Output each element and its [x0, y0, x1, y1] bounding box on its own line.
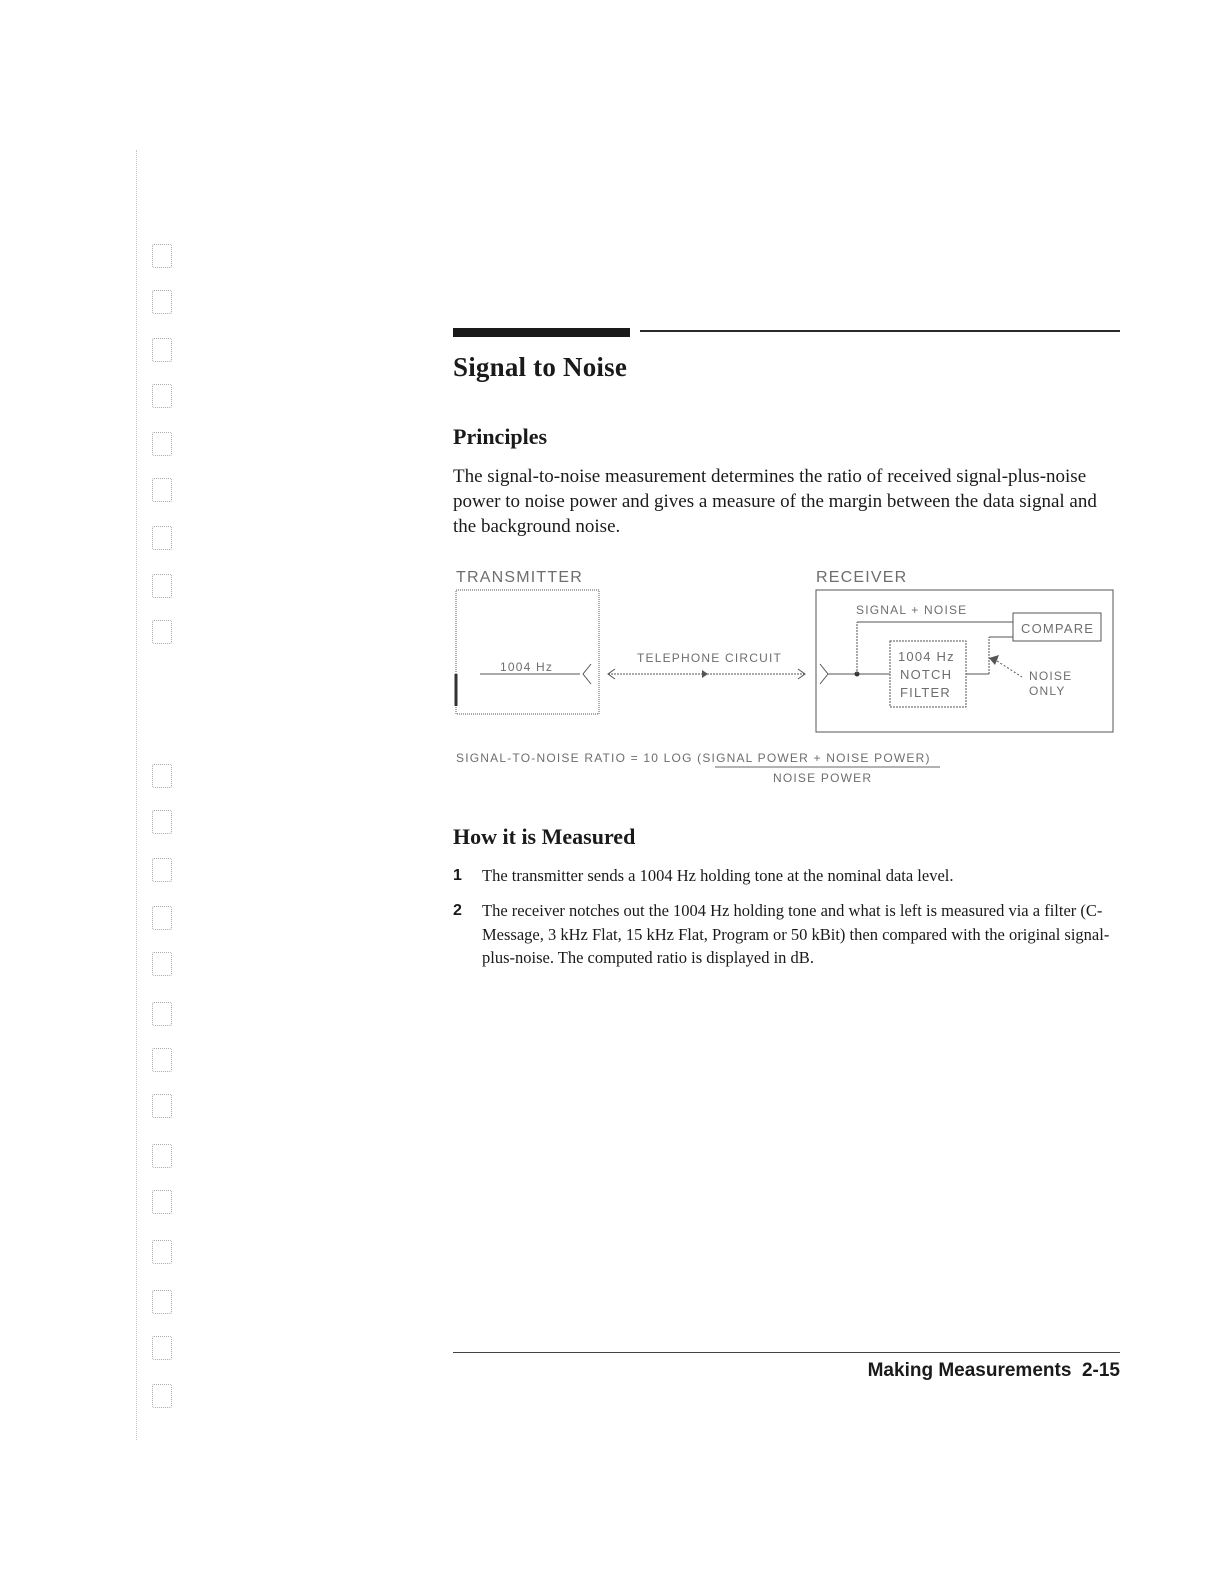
noise-callout-arrowhead [989, 655, 999, 665]
binder-hole [152, 1240, 172, 1264]
binder-hole [152, 574, 172, 598]
transmitter-box [456, 590, 599, 714]
diagram-drawing [440, 560, 1140, 790]
transmitter-output-chevron [583, 664, 591, 684]
footer-rule [453, 1352, 1120, 1353]
step-text: The transmitter sends a 1004 Hz holding tone at the nominal data level. [482, 866, 954, 885]
formula-text: SIGNAL-TO-NOISE RATIO = 10 LOG (SIGNAL POWER + NOISE POWER) [456, 751, 931, 765]
receiver-label: RECEIVER [816, 569, 908, 586]
binder-hole [152, 1048, 172, 1072]
step-text: The receiver notches out the 1004 Hz holding tone and what is left is measured via a filter (C-Message, 3 kHz Flat, 15 kHz Flat, Program or 50 kBit) then compared with the original signal-plus-noise. The computed ratio is displayed in dB. [482, 901, 1110, 967]
notch-line-1: 1004 Hz [898, 649, 955, 664]
compare-label: COMPARE [1021, 621, 1095, 636]
noise-only-line-1: NOISE [1029, 669, 1073, 683]
binder-edge-line [136, 150, 137, 1440]
binder-edge [132, 150, 182, 1440]
binder-hole [152, 1144, 172, 1168]
noise-callout-line [997, 661, 1022, 677]
binder-hole [152, 478, 172, 502]
binder-hole [152, 1002, 172, 1026]
header-rule-thick [453, 328, 630, 337]
binder-hole [152, 1336, 172, 1360]
noise-only-line-2: ONLY [1029, 684, 1066, 698]
notch-line-2: NOTCH [900, 667, 953, 682]
binder-hole [152, 384, 172, 408]
binder-hole [152, 1384, 172, 1408]
footer-section: Making Measurements [867, 1360, 1072, 1381]
binder-hole [152, 244, 172, 268]
principles-paragraph: The signal-to-noise measurement determines the ratio of received signal-plus-noise power to noise power and gives a measure of the margin between the data signal and the background noise. [453, 466, 1097, 537]
header-rule-thin [640, 330, 1120, 332]
binder-hole [152, 1190, 172, 1214]
binder-hole [152, 620, 172, 644]
principles-heading: Principles [453, 424, 548, 449]
step-number: 2 [453, 902, 462, 919]
binder-hole [152, 764, 172, 788]
signal-noise-label: SIGNAL + NOISE [856, 603, 968, 617]
circuit-direction-arrow [702, 670, 708, 678]
binder-hole [152, 290, 172, 314]
binder-hole [152, 1094, 172, 1118]
binder-hole [152, 952, 172, 976]
binder-hole [152, 810, 172, 834]
binder-hole [152, 1290, 172, 1314]
transmitter-label: TRANSMITTER [456, 569, 583, 586]
telephone-circuit-label: TELEPHONE CIRCUIT [637, 651, 783, 665]
binder-hole [152, 432, 172, 456]
step-number: 1 [453, 867, 462, 884]
binder-hole [152, 526, 172, 550]
binder-hole [152, 906, 172, 930]
binder-hole [152, 338, 172, 362]
page-footer [868, 1360, 1120, 1382]
how-measured-heading: How it is Measured [453, 824, 636, 849]
binder-hole [152, 858, 172, 882]
signal-to-noise-diagram [440, 560, 1140, 790]
tone-label: 1004 Hz [500, 660, 554, 674]
formula-denominator: NOISE POWER [773, 771, 873, 785]
receiver-input-chevron [820, 664, 828, 684]
notch-line-3: FILTER [900, 685, 952, 700]
page-title: Signal to Noise [453, 352, 628, 382]
footer-page-number: 2-15 [1081, 1360, 1120, 1381]
